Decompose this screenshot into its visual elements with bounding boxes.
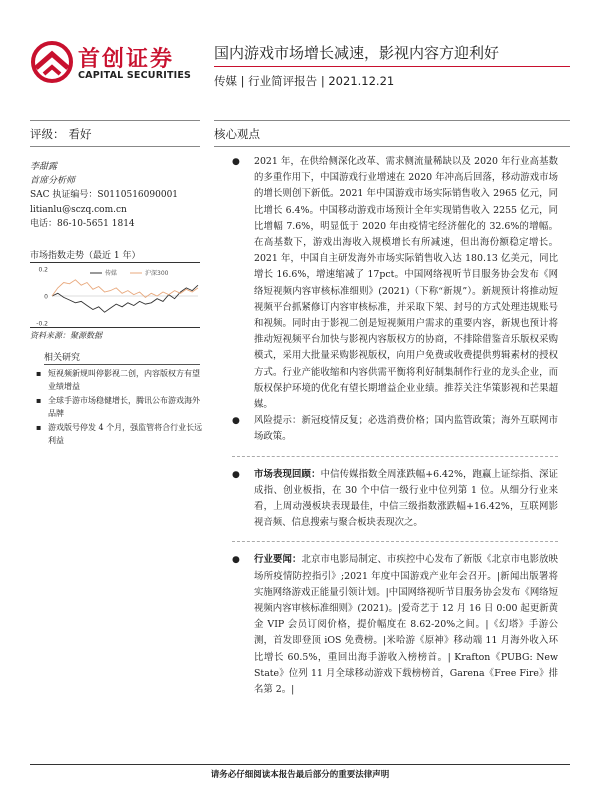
header-divider bbox=[214, 66, 570, 67]
rating bbox=[30, 126, 92, 142]
related-research-divider bbox=[44, 364, 200, 365]
right-top-divider bbox=[214, 120, 570, 121]
analyst-license: SAC 执证编号：S0110516090001 bbox=[30, 190, 179, 201]
paragraph-text: 中信传媒指数全周涨跌幅+6.42%，跑赢上证综指、深证成指、创业板指，在 30 个中信一级行业中位列第 1 位。从细分行业来看，上周动漫板块表现最佳，中信三级指数涨跌幅+16.42%，互联网影视音频、信息搜索与聚合板块表现次之。 bbox=[254, 468, 558, 529]
paragraph-text: 北京市电影局制定、市疾控中心发布了新版《北京市电影放映场所疫情防控指引》;2021 年度中国游戏产业年会召开。|新闻出版署将实施网络游戏正能量引领计划。|中国网络视听节目服务协会发布《网络短视频内容审核标准细则》(2021)。|爱奇艺于 12 月 16 日 0:00 起更新黄金 VIP 会员订阅价格，提价幅度在 8.62-20%之间。|《幻塔》手游公测，首发即登顶 iOS 免费榜。|米哈游《原神》移动端 11 月海外收入环比增长 60.5%，重回出海手游收入榜榜首。| Krafton《PUBG: New State》位列 11 月全球移动游戏下载榜榜首，Garena《Free Fire》排名第 2。| bbox=[254, 554, 558, 696]
y-tick-label: 0.2 bbox=[38, 266, 48, 274]
analyst-email[interactable]: litianlu@sczq.com.cn bbox=[30, 204, 127, 215]
logo-name-cn: 首创证券 bbox=[78, 47, 175, 72]
related-research-item[interactable]: ▪ 游戏版号停发 4 个月，强监管将合行业长远利益 bbox=[34, 422, 204, 447]
bullet-paragraph bbox=[232, 467, 558, 532]
dashed-divider bbox=[232, 541, 558, 542]
chart-bottom-rule bbox=[30, 327, 200, 328]
left-top-divider bbox=[30, 120, 200, 121]
bullet-dot-icon: ● bbox=[232, 157, 240, 167]
rating-value: 看好 bbox=[68, 127, 92, 141]
legend-label: 沪深300 bbox=[145, 270, 169, 277]
logo-name-en: CAPITAL SECURITIES bbox=[78, 70, 192, 81]
logo-mark-icon bbox=[30, 40, 74, 84]
core-view-heading: 核心观点 bbox=[214, 127, 260, 141]
dashed-divider bbox=[232, 456, 558, 457]
series-line bbox=[52, 285, 198, 312]
paragraph-label: 市场表现回顾： bbox=[254, 468, 321, 480]
market-index-chart bbox=[30, 265, 202, 327]
legend-label: 传媒 bbox=[105, 270, 118, 277]
paragraph-text: 2021 年，在供给侧深化改革、需求侧流量稀缺以及 2020 年行业高基数的多重作用下，中国游戏行业增速在 2020 年冲高后回落，移动游戏市场的增长则创下新低。2021 年中国游戏市场实际销售收入 2965 亿元，同比增长 6.4%。中国移动游戏市场预计全年实现销售收入 2255 亿元，同比增幅 7.6%，明显低于 2020 年由疫情宅经济催化的 32.6%的增幅。在高基数下，游戏出海收入规模增长有所减速，但出海份额稳定增长。2021 年，中国自主研发海外市场实际销售收入达 180.13 亿美元，同比增长 16.6%，增速缩减了 17pct。中国网络视听节目服务协会发布《网络短视频内容审核标准细则》(2021)（下称“新规”）。新规预计将推动短视频平台抓紧修订内容审核标准，并采取下架、封号的方式处理违规账号和视频。同时由于影视二创是短视频用户需求的重要内容，新规也预计将推动短视频平台加快与影视内容版权方的协商，不排除借鉴音乐版权采购模式，采用大批量采购影视版权，向用户免费或收费提供剪辑素材的授权方式。行业产能收缩和内容供需平衡将利好制集制作行业的龙头企业，而版权保护环境的优化有望长期增益企业业绩。推荐关注华策影视和芒果超媒。 bbox=[254, 156, 558, 411]
footer-divider bbox=[30, 764, 570, 765]
report-title: 国内游戏市场增长减速，影视内容方迎利好 bbox=[214, 44, 500, 62]
rating-label: 评级： bbox=[30, 127, 65, 141]
related-research-item[interactable]: ▪ 全球手游市场稳健增长，腾讯公布游戏海外品牌 bbox=[34, 395, 204, 420]
chart-top-rule bbox=[30, 262, 200, 263]
bullet-dot-icon: ● bbox=[232, 555, 240, 566]
series-line bbox=[52, 280, 198, 298]
report-subtitle: 传媒 | 行业简评报告 | 2021.12.21 bbox=[214, 74, 395, 88]
bullet-dot-icon: ● bbox=[232, 469, 240, 480]
analyst-name: 李甜露 bbox=[30, 162, 58, 172]
core-view-content bbox=[232, 154, 558, 698]
y-tick-label: 0 bbox=[44, 293, 48, 301]
paragraph-text: 风险提示：新冠疫情反复；必选消费价格；国内监管政策；海外互联网市场政策。 bbox=[254, 415, 558, 443]
analyst-info bbox=[30, 160, 205, 231]
left-heading-divider bbox=[30, 146, 200, 147]
paragraph-label: 行业要闻： bbox=[254, 554, 302, 566]
bullet-paragraph bbox=[232, 413, 558, 445]
related-research-heading: 相关研究 bbox=[44, 353, 81, 363]
company-logo bbox=[30, 40, 200, 88]
chart-source: 资料来源：聚源数据 bbox=[30, 331, 102, 340]
chart-title: 市场指数走势（最近 1 年） bbox=[30, 251, 141, 261]
related-research-item[interactable]: ▪ 短视频新规叫停影视二创，内容版权方有望业绩增益 bbox=[34, 368, 204, 393]
right-heading-divider bbox=[214, 146, 570, 147]
y-tick-label: -0.2 bbox=[36, 320, 48, 327]
legal-disclaimer: 请务必仔细阅读本报告最后部分的重要法律声明 bbox=[210, 770, 390, 780]
bullet-paragraph bbox=[232, 154, 558, 413]
bullet-paragraph bbox=[232, 552, 558, 698]
analyst-phone: 电话：86-10-5651 1814 bbox=[30, 218, 135, 229]
related-research-list bbox=[34, 368, 204, 449]
analyst-title: 首席分析师 bbox=[30, 176, 76, 187]
bullet-dot-icon: ● bbox=[232, 416, 240, 427]
